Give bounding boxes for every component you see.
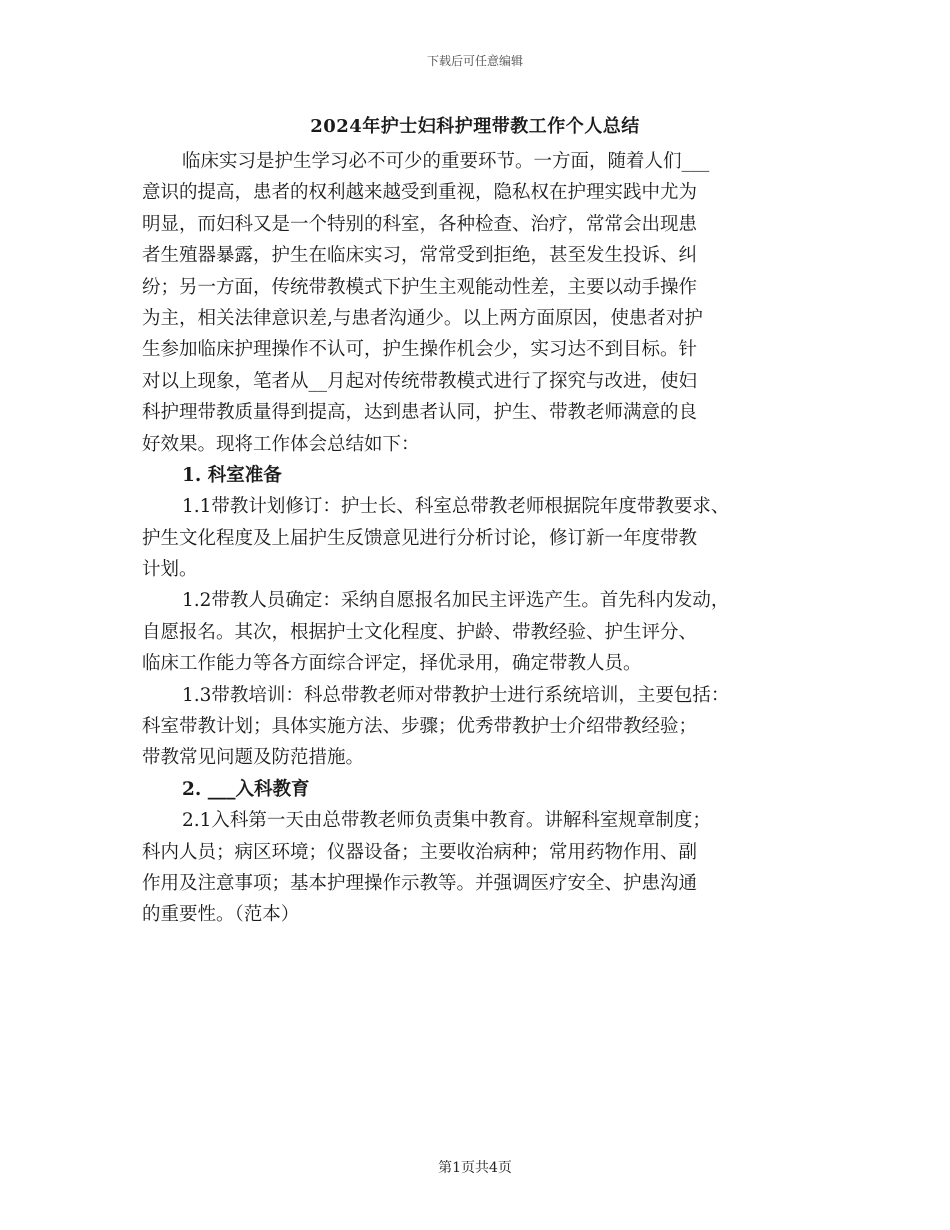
body-text-line: 计划。 — [142, 559, 198, 581]
header-note: 下载后可任意编辑 — [426, 54, 523, 68]
body-text-line: 明显，而妇科又是一个特别的科室，各种检查、治疗，常常会出现患 — [142, 213, 698, 235]
body-text-line: 纷；另一方面，传统带教模式下护生主观能动性差，主要以动手操作 — [142, 276, 698, 298]
body-text-line: 护生文化程度及上届护生反馈意见进行分析讨论，修订新一年度带教 — [142, 527, 698, 549]
body-text-line: 生参加临床护理操作不认可，护生操作机会少，实习达不到目标。针 — [142, 339, 698, 361]
section-heading: 2. ___入科教育 — [182, 778, 310, 800]
body-text-line: 对以上现象，笔者从__月起对传统带教模式进行了探究与改进，使妇 — [142, 370, 698, 392]
body-text-line: 临床工作能力等各方面综合评定，择优录用，确定带教人员。 — [142, 653, 642, 675]
page-footer: 第1页共4页 — [438, 1160, 512, 1176]
document-title: 2024年护士妇科护理带教工作个人总结 — [310, 116, 640, 137]
body-text-line: 意识的提高，患者的权利越来越受到重视，隐私权在护理实践中尤为 — [142, 182, 698, 204]
section-heading: 1. 科室准备 — [182, 464, 282, 486]
body-text-line: 科护理带教质量得到提高，达到患者认同，护生、带教老师满意的良 — [142, 402, 698, 424]
body-text-line: 者生殖器暴露，护生在临床实习，常常受到拒绝，甚至发生投诉、纠 — [142, 245, 698, 267]
body-text-line: 为主，相关法律意识差,与患者沟通少。以上两方面原因，使患者对护 — [142, 307, 703, 329]
body-text-line: 科内人员；病区环境；仪器设备；主要收治病种；常用药物作用、副 — [142, 841, 698, 863]
body-text-line: 1.2带教人员确定：采纳自愿报名加民主评选产生。首先科内发动， — [182, 590, 730, 612]
body-text-line: 2.1入科第一天由总带教老师负责集中教育。讲解科室规章制度； — [182, 810, 711, 832]
body-text-line: 带教常见问题及防范措施。 — [142, 747, 365, 769]
body-text-line: 1.3带教培训：科总带教老师对带教护士进行系统培训，主要包括： — [182, 684, 730, 706]
body-text-line: 科室带教计划；具体实施方法、步骤；优秀带教护士介绍带教经验； — [142, 716, 698, 738]
body-text-line: 的重要性。（范本） — [142, 904, 300, 926]
body-text-line: 1.1带教计划修订：护士长、科室总带教老师根据院年度带教要求、 — [182, 496, 730, 518]
body-text-line: 作用及注意事项；基本护理操作示教等。并强调医疗安全、护患沟通 — [142, 872, 698, 894]
body-text-line: 好效果。现将工作体会总结如下： — [142, 433, 420, 455]
body-text-line: 自愿报名。其次，根据护士文化程度、护龄、带教经验、护生评分、 — [142, 621, 698, 643]
body-text-line: 临床实习是护生学习必不可少的重要环节。一方面，随着人们___ — [182, 151, 710, 172]
document-body — [142, 146, 822, 931]
